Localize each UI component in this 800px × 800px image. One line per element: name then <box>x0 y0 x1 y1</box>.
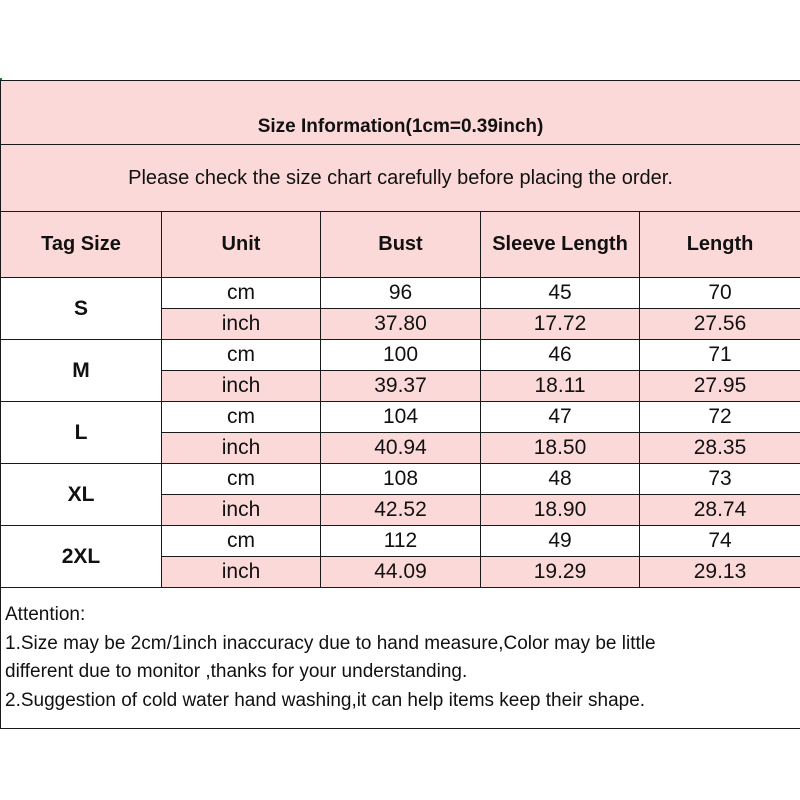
bust-cell: 112 <box>321 526 481 557</box>
sleeve-length-cell: 17.72 <box>481 309 640 340</box>
size-row-s-cm <box>1 278 800 309</box>
unit-cell: inch <box>162 495 321 526</box>
column-header-sleeve-length: Sleeve Length <box>481 212 640 278</box>
tag-size-cell: XL <box>1 464 162 526</box>
bust-cell: 40.94 <box>321 433 481 464</box>
length-cell: 27.56 <box>640 309 800 340</box>
tag-size-cell: L <box>1 402 162 464</box>
unit-cell: inch <box>162 557 321 588</box>
attention-heading: Attention: <box>5 604 86 625</box>
size-row-l-cm <box>1 402 800 433</box>
unit-cell: cm <box>162 340 321 371</box>
length-cell: 72 <box>640 402 800 433</box>
column-header-length: Length <box>640 212 800 278</box>
bust-cell: 108 <box>321 464 481 495</box>
header-row <box>1 212 800 278</box>
sleeve-length-cell: 19.29 <box>481 557 640 588</box>
length-cell: 74 <box>640 526 800 557</box>
sleeve-length-cell: 18.50 <box>481 433 640 464</box>
unit-cell: cm <box>162 526 321 557</box>
bust-cell: 42.52 <box>321 495 481 526</box>
column-header-tag-size: Tag Size <box>1 212 162 278</box>
tag-size-cell: 2XL <box>1 526 162 588</box>
size-chart-instruction: Please check the size chart carefully before placing the order. <box>1 145 800 212</box>
size-row-m-cm <box>1 340 800 371</box>
size-row-2xl-cm <box>1 526 800 557</box>
length-cell: 29.13 <box>640 557 800 588</box>
unit-cell: inch <box>162 309 321 340</box>
length-cell: 73 <box>640 464 800 495</box>
tag-size-cell: S <box>1 278 162 340</box>
length-cell: 71 <box>640 340 800 371</box>
sleeve-length-cell: 47 <box>481 402 640 433</box>
column-header-bust: Bust <box>321 212 481 278</box>
length-cell: 28.35 <box>640 433 800 464</box>
sleeve-length-cell: 46 <box>481 340 640 371</box>
bust-cell: 39.37 <box>321 371 481 402</box>
sleeve-length-cell: 18.11 <box>481 371 640 402</box>
unit-cell: cm <box>162 464 321 495</box>
length-cell: 70 <box>640 278 800 309</box>
bust-cell: 104 <box>321 402 481 433</box>
length-cell: 27.95 <box>640 371 800 402</box>
unit-cell: inch <box>162 433 321 464</box>
length-cell: 28.74 <box>640 495 800 526</box>
bust-cell: 100 <box>321 340 481 371</box>
attention-notes <box>1 588 800 729</box>
tag-size-cell: M <box>1 340 162 402</box>
sleeve-length-cell: 45 <box>481 278 640 309</box>
unit-cell: cm <box>162 402 321 433</box>
unit-cell: inch <box>162 371 321 402</box>
sleeve-length-cell: 48 <box>481 464 640 495</box>
size-chart-title: Size Information(1cm=0.39inch) <box>1 81 800 145</box>
attention-line-3: 2.Suggestion of cold water hand washing,it can help items keep their shape. <box>5 689 646 711</box>
sleeve-length-cell: 18.90 <box>481 495 640 526</box>
column-header-unit: Unit <box>162 212 321 278</box>
sleeve-length-cell: 49 <box>481 526 640 557</box>
size-row-xl-cm <box>1 464 800 495</box>
size-chart-table <box>0 80 800 729</box>
bust-cell: 37.80 <box>321 309 481 340</box>
bust-cell: 44.09 <box>321 557 481 588</box>
attention-line-2: different due to monitor ,thanks for your understanding. <box>5 661 468 682</box>
attention-line-1: 1.Size may be 2cm/1inch inaccuracy due to hand measure,Color may be little <box>5 632 656 654</box>
bust-cell: 96 <box>321 278 481 309</box>
unit-cell: cm <box>162 278 321 309</box>
